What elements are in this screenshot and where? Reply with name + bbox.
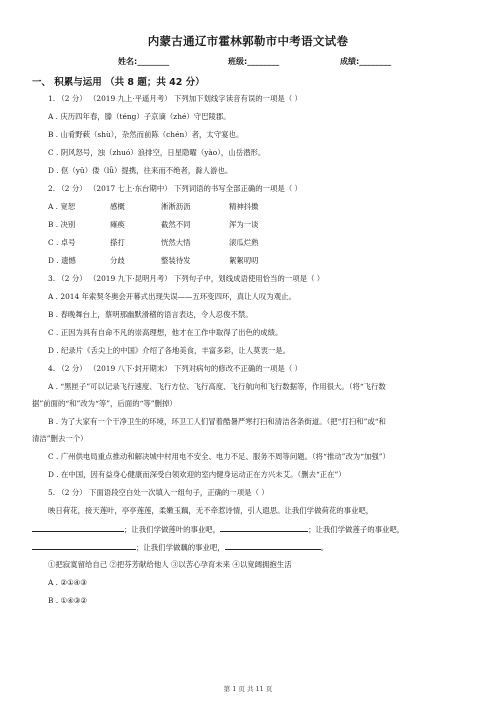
q2-d-word-2: 分歧 bbox=[110, 256, 125, 265]
q1-stem: 1. （2 分） （2019 九上·平遥月考） 下列加下划线字读音有误的一项是（ ） bbox=[48, 94, 302, 103]
answer-blank-3[interactable] bbox=[32, 542, 136, 550]
q2-option-c bbox=[48, 238, 348, 248]
q4-option-a: A . “黑匣子”可以记录飞行速度、飞行方位、飞行高度、飞行航向和飞行数据等，作用很大。（将“飞行数 bbox=[48, 382, 386, 391]
q2-b-word-1: B . 决别 bbox=[48, 220, 76, 229]
q5-passage-line-2 bbox=[32, 524, 404, 535]
q5-passage-segment: ；让我们学做莲子的事业吧， bbox=[308, 525, 405, 534]
q5-option-a: A . ②①④③ bbox=[48, 578, 87, 587]
q5-option-b: B . ①④③② bbox=[48, 596, 87, 605]
q2-d-word-3: 整装待发 bbox=[161, 256, 191, 265]
page-title: 内蒙古通辽市霍林郭勒市中考语文试卷 bbox=[147, 34, 349, 48]
q2-b-word-4: 浑为一谈 bbox=[229, 220, 259, 229]
q2-c-word-1: C . 卓号 bbox=[48, 238, 76, 247]
q2-option-b bbox=[48, 220, 348, 230]
q2-a-word-2: 感概 bbox=[110, 202, 125, 211]
q2-c-word-2: 搽打 bbox=[110, 238, 125, 247]
q5-passage-segment: 。 bbox=[320, 543, 329, 552]
q4-option-d: D . 在中国，因有益身心健康而深受白领欢迎的室内健身运动正在方兴未艾。（删去“正在”） bbox=[48, 470, 346, 479]
q5-passage-segment: ；让我们学做藕的事业吧， bbox=[136, 543, 225, 552]
q5-passage-line-3 bbox=[32, 542, 328, 553]
q2-b-word-2: 瘫痪 bbox=[110, 220, 125, 229]
q5-choices: ①把寂寞留给自己 ②把芬芳献给他人 ③以苦心孕育未来 ④以宽阔拥抱生活 bbox=[48, 560, 292, 569]
section-heading: 一、 积累与运用 （共 8 题；共 42 分） bbox=[32, 77, 205, 88]
q3-option-a: A . 2014 年索契冬奥会开幕式出现失误——五环变四环，真让人叹为观止。 bbox=[48, 292, 296, 301]
q2-b-word-3: 截然不同 bbox=[161, 220, 191, 229]
q1-option-b: B . 山肴野蔌（shù），杂然而前陈（chén）者，太守宴也。 bbox=[48, 130, 244, 139]
q2-d-word-1: D . 遗憾 bbox=[48, 256, 76, 265]
class-field[interactable]: 班级:________ bbox=[228, 57, 280, 66]
q2-option-d bbox=[48, 256, 348, 266]
q5-stem: 5. （2 分） 下面语段空白处一次填入一组句子，正确的一项是（ ） bbox=[48, 488, 269, 497]
q1-option-d: D . 伛（yǔ）偻（lǚ）提携，往来而不绝者，滁人游也。 bbox=[48, 166, 233, 175]
q2-a-word-3: 淅淅沥沥 bbox=[161, 202, 191, 211]
name-field[interactable]: 姓名:________ bbox=[118, 57, 170, 66]
q2-d-word-4: 絮絮叨叨 bbox=[229, 256, 259, 265]
q4-stem: 4. （2 分） （2019 八下·封开期末） 下列对病句的修改不正确的一项是（ ） bbox=[48, 364, 302, 373]
q2-c-word-4: 滚瓜烂熟 bbox=[229, 238, 259, 247]
q4-option-a-continued: 据”前面的“和”改为“等”，后面的“等”删掉） bbox=[32, 399, 177, 408]
page-footer: 第 1 页 共 11 页 bbox=[223, 685, 273, 693]
q4-option-b: B . 为了大家有一个干净卫生的环境，环卫工人们冒着酷暑严寒打扫和清洁各条街道。（把“打扫和”或“和 bbox=[48, 417, 386, 426]
answer-blank-4[interactable] bbox=[225, 542, 321, 550]
q2-a-word-1: A . 宽恕 bbox=[48, 202, 76, 211]
q2-option-a bbox=[48, 202, 348, 212]
answer-blank-1[interactable] bbox=[32, 524, 124, 532]
q5-passage-line-1: 映日荷花，接天莲叶，亭亭莲莲，柔嫩玉藕，无不牵惹诗情，引人遐思。让我们学做荷花的事业吧， bbox=[48, 506, 374, 515]
q2-a-word-4: 精神抖擞 bbox=[229, 202, 259, 211]
student-info-line bbox=[118, 56, 428, 68]
q1-option-a: A . 庆历四年春，滕（téng）子京谪（zhé）守巴陵郡。 bbox=[48, 112, 231, 121]
q4-option-b-continued: 清洁”删去一个） bbox=[32, 434, 88, 443]
q4-option-c: C . 广州供电局重点推动和解决城中村用电不安全、电力不足、服务不周等问题。（将“推动”改为“加强”） bbox=[48, 452, 390, 461]
q1-option-c: C . 阴风怒号，浊（zhuó）浪排空，日星隐曜（yào），山岳潜形。 bbox=[48, 148, 266, 157]
q3-option-c: C . 正因为具有自命不凡的崇高理想，他才在工作中取得了出色的成绩。 bbox=[48, 328, 283, 337]
q2-stem: 2. （2 分） （2017 七上·东台期中） 下列词语的书写全部正确的一项是（ ） bbox=[48, 184, 302, 193]
q2-c-word-3: 恍然大悟 bbox=[161, 238, 191, 247]
score-field[interactable]: 成绩:________ bbox=[340, 57, 392, 66]
q3-option-b: B . 春晚舞台上，蔡明那幽默滑稽的语言表达，令人忍俊不禁。 bbox=[48, 310, 253, 319]
q5-passage-segment: ；让我们学做莲叶的事业吧， bbox=[124, 525, 221, 534]
answer-blank-2[interactable] bbox=[220, 524, 308, 532]
q3-stem: 3. （2 分） （2019 九下·昆明月考） 下列句子中，划线成语使用恰当的一项是（ ） bbox=[48, 274, 325, 283]
q3-option-d: D . 纪录片《舌尖上的中国》介绍了各地美食，丰富多彩，让人莫衷一是。 bbox=[48, 346, 291, 355]
